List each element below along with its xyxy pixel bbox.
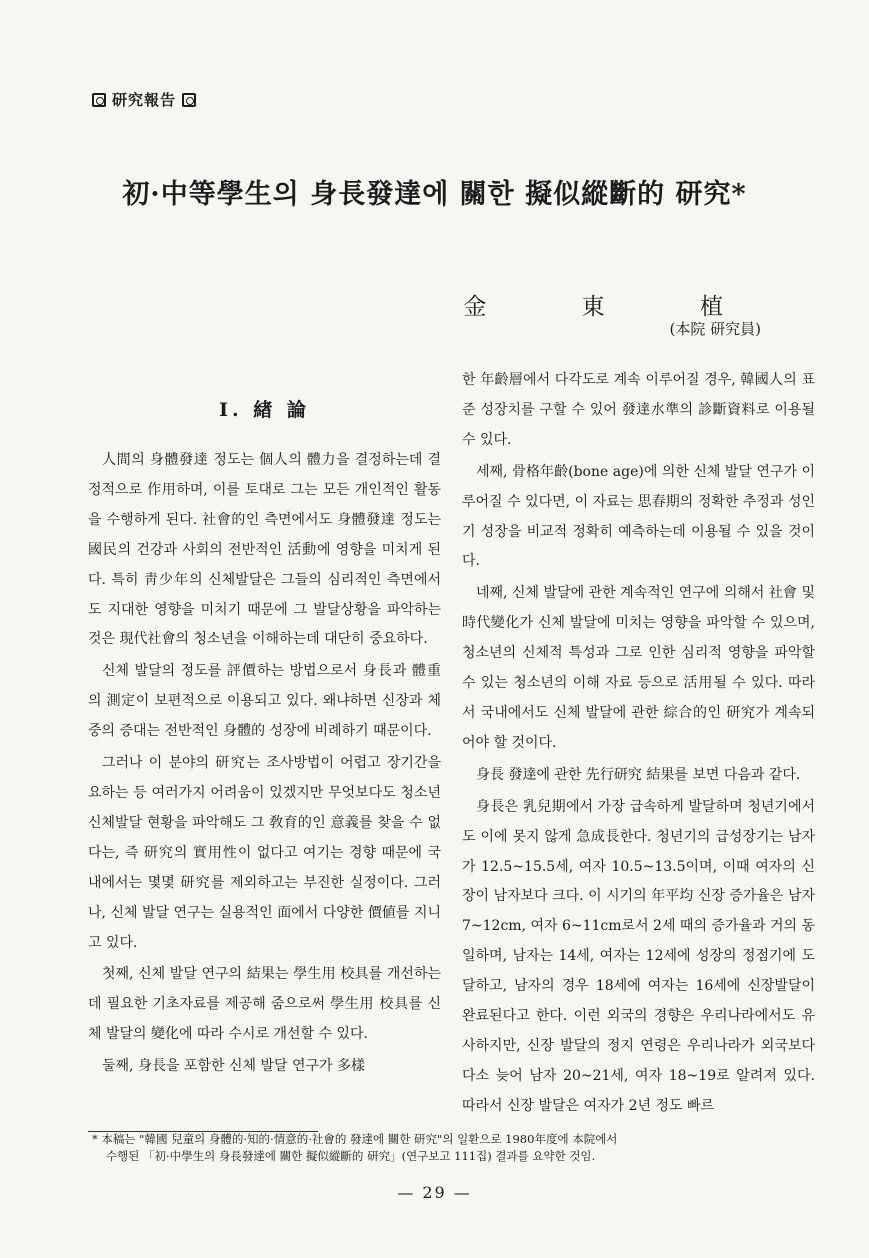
footnote-line: 수행된 「初·中學生의 身長發達에 關한 擬似縱斷的 研究」(연구보고 111집) 결과를 요약한 것임.: [106, 1149, 596, 1163]
footnote: [92, 1131, 792, 1165]
section-tag: [92, 89, 196, 110]
section-tag-label: 研究報告: [112, 91, 177, 109]
footnote-line: * 本稿는 "韓國 兒童의 身體的·知的·情意的·社會的 發達에 關한 研究"의 일환으로 1980年度에 本院에서: [92, 1132, 618, 1146]
box-circle-icon: [92, 93, 106, 107]
body-paragraph: 그러나 이 분야의 研究는 조사방법이 어렵고 장기간을 요하는 등 여러가지 어려움이 있겠지만 무엇보다도 청소년 신체발달 현황을 파악해도 그 敎育的인 意義를 찾을 수 없다는, 즉 研究의 實用性이 없다고 여기는 경향 때문에 국내에서는 몇몇 研究를 제외하고는 부진한 실정이다. 그러나, 신체 발달 연구는 실용적인 面에서 다양한 價値를 지니고 있다.: [88, 755, 441, 951]
body-paragraph: 세째, 骨格年齡(bone age)에 의한 신체 발달 연구가 이루어질 수 있다면, 이 자료는 思春期의 정확한 추정과 성인기 성장을 비교적 정확히 예측하는데 이용될 수 있을 것이다.: [462, 463, 815, 570]
paper-title: 初·中等學生의 身長發達에 關한 擬似縱斷的 研究*: [122, 179, 747, 210]
body-paragraph: 身長 發達에 관한 先行研究 結果를 보면 다음과 같다.: [476, 766, 801, 783]
body-paragraph: 身長은 乳兒期에서 가장 급속하게 발달하며 청년기에서도 이에 못지 않게 急成長한다. 청년기의 급성장기는 남자가 12.5~15.5세, 여자 10.5~13.5이며, 이때 여자의 신장이 남자보다 크다. 이 시기의 年平均 신장 증가율은 남자 7~12cm, 여자 6~11cm로서 2세 때의 증가율과 거의 동일하며, 남자는 14세, 여자는 12세에 성장의 정점기에 도달하고, 남자의 경우 18세에 여자는 16세에 신장발달이 완료된다고 한다. 이런 외국의 경향은 우리나라에서도 유사하지만, 신장 발달의 정지 연령은 우리나라가 외국보다 다소 늦어 남자 20~21세, 여자 18~19로 알려져 있다. 따라서 신장 발달은 여자가 2년 정도 빠르: [462, 798, 815, 1114]
body-paragraph: 네째, 신체 발달에 관한 계속적인 연구에 의해서 社會 및 時代變化가 신체 발달에 미치는 영향을 파악할 수 있으며, 청소년의 신체적 특성과 그로 인한 심리적 영향을 파악할 수 있는 청소년의 이해 자료 등으로 活用될 수 있다. 따라서 국내에서도 신체 발달에 관한 綜合的인 研究가 계속되어야 할 것이다.: [462, 585, 815, 751]
right-column: [462, 366, 815, 1124]
body-paragraph: 人間의 身體發達 정도는 個人의 體力을 결정하는데 결정적으로 作用하며, 이를 토대로 그는 모든 개인적인 활동을 수행하게 된다. 社會的인 측면에서도 身體發達 정도는 國民의 건강과 사회의 전반적인 活動에 영향을 미치게 된다. 특히 靑少年의 신체발달은 그들의 심리적인 측면에서도 지대한 영향을 미치기 때문에 그 발달상황을 파악하는 것은 現代社會의 청소년을 이해하는데 대단히 중요하다.: [88, 452, 441, 648]
body-paragraph: 한 年齡層에서 다각도로 계속 이루어질 경우, 韓國人의 표준 성장치를 구할 수 있어 發達水準의 診斷資料로 이용될 수 있다.: [462, 372, 815, 448]
body-paragraph: 첫째, 신체 발달 연구의 結果는 學生用 校具를 개선하는 데 필요한 기초자료를 제공해 줌으로써 學生用 校具를 신체 발달의 變化에 따라 수시로 개선할 수 있다.: [88, 966, 441, 1043]
body-paragraph: 둘째, 身長을 포함한 신체 발달 연구가 多樣: [102, 1058, 365, 1075]
section-heading: Ⅰ. 緖 論: [219, 399, 310, 421]
page-number: — 29 —: [397, 1183, 472, 1202]
author-affiliation: (本院 研究員): [669, 320, 761, 338]
box-circle-icon: [182, 93, 196, 107]
left-column: [88, 392, 441, 1084]
author-name: 金 東 植: [463, 294, 767, 320]
body-paragraph: 신체 발달의 정도를 評價하는 방법으로서 身長과 體重의 測定이 보편적으로 이용되고 있다. 왜냐하면 신장과 체중의 증대는 전반적인 身體的 성장에 비례하기 때문이다.: [88, 663, 441, 740]
